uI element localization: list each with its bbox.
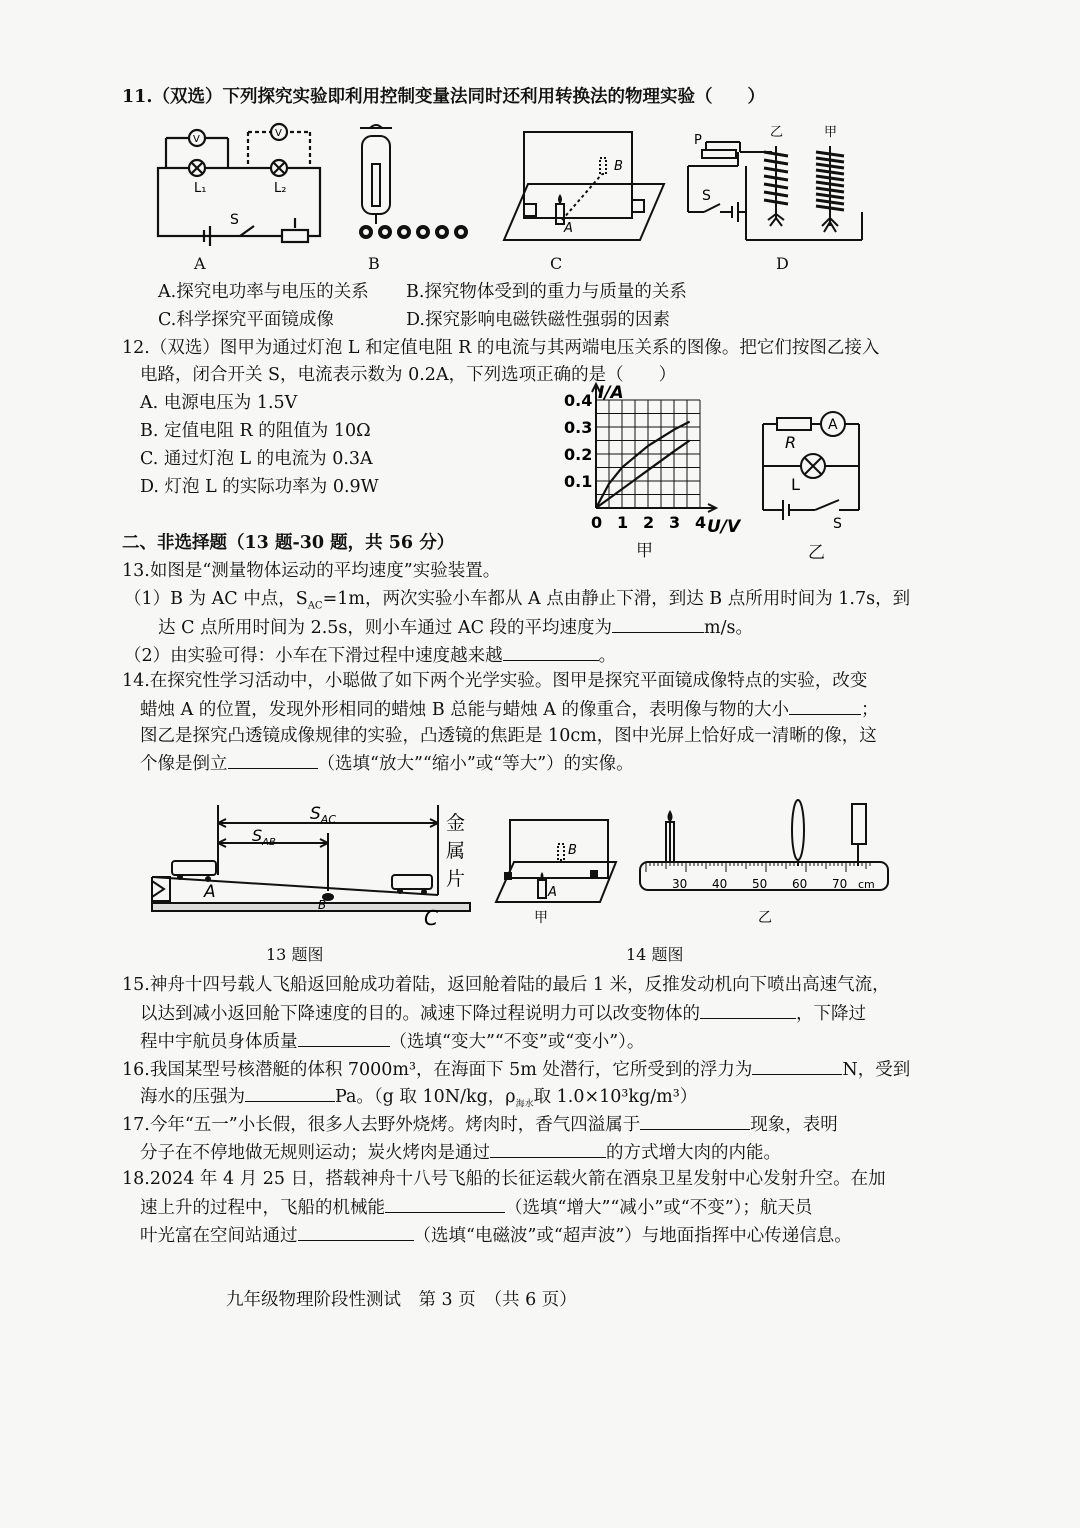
ruler-70: 70 — [832, 877, 848, 891]
fig-14-jia-mirror — [490, 814, 620, 926]
metal-label-1: 金 — [446, 812, 466, 834]
lamp-l-label: L — [791, 475, 800, 494]
q12-option-d: D. 灯泡 L 的实际功率为 0.9W — [140, 477, 379, 497]
fig-label-b: B — [368, 254, 380, 273]
q12-option-a: A. 电源电压为 1.5V — [140, 393, 298, 413]
section-2-title: 二、非选择题（13 题-30 题，共 56 分） — [122, 533, 455, 553]
resistor-r-label: R — [785, 433, 797, 452]
q15-blank-2[interactable] — [298, 1028, 390, 1047]
q13-blank-1[interactable] — [612, 614, 704, 633]
fig-label-a: A — [194, 254, 206, 273]
q14-blank-1[interactable] — [789, 696, 861, 715]
metal-label-2: 属 — [446, 840, 466, 862]
fig-11a-circuit — [150, 120, 330, 245]
switch-s-label-d: S — [702, 188, 711, 204]
candle-b-label-14: B — [568, 843, 577, 858]
q18-line3: 叶光富在空间站通过 （选填“电磁波”或“超声波”）与地面指挥中心传递信息。 — [140, 1222, 852, 1249]
chart-axes — [592, 384, 716, 512]
fig-11d-electromagnets — [682, 122, 872, 247]
ammeter-a-label: A — [828, 417, 838, 433]
q16-line1: 16.我国某型号核潜艇的体积 7000m³，在海面下 5m 处潜行，它所受到的浮力为 N，受到 — [122, 1056, 910, 1083]
fig-label-c: C — [550, 254, 563, 273]
magnet-jia-label: 甲 — [824, 125, 838, 140]
q13-part1-line2: 达 C 点所用时间为 2.5s，则小车通过 AC 段的平均速度为 m/s。 — [158, 614, 753, 641]
fig-14-caption: 14 题图 — [626, 945, 684, 964]
q15-line1: 15.神舟十四号载人飞船返回舱成功着陆，返回舱着陆的最后 1 米，反推发动机向下喷出高速气流， — [122, 975, 890, 995]
fig-14-jia-label: 甲 — [534, 910, 548, 926]
fig-label-d: D — [776, 254, 789, 273]
y-tick-label: 0.1 — [564, 472, 593, 491]
ruler-50: 50 — [752, 877, 768, 891]
q14-blank-2[interactable] — [228, 750, 318, 769]
q12-option-b: B. 定值电阻 R 的阻值为 10Ω — [140, 421, 371, 441]
fig-11c-plane-mirror — [500, 126, 670, 246]
q13-blank-2[interactable] — [503, 642, 599, 661]
q16-blank-1[interactable] — [752, 1056, 842, 1075]
x-tick-label: 0 — [591, 513, 603, 532]
candle-a-label: A — [564, 221, 573, 236]
label-sab: $S_{AB}$ — [252, 826, 276, 848]
voltmeter-label-2: V — [275, 128, 282, 139]
q17-blank-2[interactable] — [490, 1139, 606, 1158]
q15-blank-1[interactable] — [700, 1000, 796, 1019]
q18-blank-1[interactable] — [385, 1194, 505, 1213]
point-a-label: A — [204, 882, 216, 902]
q15-line3: 程中宇航员身体质量 （选填“变大”“不变”或“变小”）。 — [140, 1028, 644, 1055]
x-tick-label: 2 — [643, 513, 655, 532]
series-line-1 — [596, 422, 690, 508]
q18-blank-2[interactable] — [298, 1222, 414, 1241]
fig-13-caption: 13 题图 — [266, 945, 324, 964]
q17-line1: 17.今年“五一”小长假，很多人去野外烧烤。烤肉时，香气四溢属于 现象，表明 — [122, 1111, 838, 1138]
q11-option-b: B.探究物体受到的重力与质量的关系 — [406, 282, 687, 302]
y-tick-label: 0.4 — [564, 391, 593, 410]
q13-part1-line1: （1）B 为 AC 中点，$S_{AC}=1m$，两次实验小车都从 A 点由静止下滑，到达 B 点所用时间为 1.7s，到 — [124, 589, 911, 612]
q13-stem: 13.如图是“测量物体运动的平均速度”实验装置。 — [122, 561, 501, 581]
q17-line2: 分子在不停地做无规则运动；炭火烤肉是通过 的方式增大肉的内能。 — [140, 1139, 781, 1166]
chart-caption: 甲 — [636, 541, 653, 561]
ruler-30: 30 — [672, 877, 688, 891]
q12-stem-1: 12.（双选）图甲为通过灯泡 L 和定值电阻 R 的电流与其两端电压关系的图像。把它们按图乙接入 — [122, 338, 880, 358]
x-tick-label: 3 — [669, 513, 681, 532]
page-footer: 九年级物理阶段性测试 第 3 页 （共 6 页） — [226, 1290, 577, 1310]
q11-option-d: D.探究影响电磁铁磁性强弱的因素 — [406, 310, 670, 330]
label-sac: $S_{AC}$ — [310, 804, 337, 826]
q14-line1: 14.在探究性学习活动中，小聪做了如下两个光学实验。图甲是探究平面镜成像特点的实验，改变 — [122, 671, 868, 691]
fig-14-yi-label: 乙 — [758, 910, 772, 926]
q11-option-c: C.科学探究平面镜成像 — [158, 310, 334, 330]
q11-stem: 11.（双选）下列探究实验即利用控制变量法同时还利用转换法的物理实验（ ） — [122, 87, 765, 107]
slider-p-label: P — [694, 133, 702, 148]
voltmeter-label-1: V — [193, 134, 200, 145]
q18-line2: 速上升的过程中，飞船的机械能 （选填“增大”“减小”或“不变”）；航天员 — [140, 1194, 812, 1221]
q14-line4: 个像是倒立 （选填“放大”“缩小”或“等大”）的实像。 — [140, 750, 634, 777]
fig-14-yi-bench — [636, 790, 896, 930]
q12-stem-2: 电路，闭合开关 S，电流表示数为 0.2A，下列选项正确的是（ ） — [140, 365, 677, 385]
candle-a-label-14: A — [548, 885, 557, 900]
q18-line1: 18.2024 年 4 月 25 日，搭载神舟十八号飞船的长征运载火箭在酒泉卫星发射中心发射升空。在加 — [122, 1169, 886, 1189]
q11-option-a: A.探究电功率与电压的关系 — [158, 282, 369, 302]
fig-12-circuit — [755, 410, 875, 530]
q17-blank-1[interactable] — [640, 1111, 750, 1130]
ruler-60: 60 — [792, 877, 808, 891]
chart-series — [596, 422, 690, 508]
candle-b-label: B — [614, 159, 623, 174]
chart-grid — [596, 400, 700, 508]
lamp-l2-label: L₂ — [274, 181, 287, 196]
chart-y-axis-label: I/A — [598, 383, 624, 403]
point-c-label: C — [424, 906, 438, 930]
bench-ticks — [646, 862, 870, 872]
lamp-l1-label: L₁ — [194, 181, 207, 196]
fig-11b-spring-scale — [352, 124, 472, 249]
y-tick-label: 0.3 — [564, 418, 593, 437]
circuit-caption: 乙 — [808, 543, 825, 563]
x-tick-label: 1 — [617, 513, 629, 532]
x-tick-label: 4 — [695, 513, 707, 532]
magnet-yi-label: 乙 — [770, 125, 784, 140]
switch-s-label-12: S — [833, 516, 842, 532]
q14-line3: 图乙是探究凸透镜成像规律的实验，凸透镜的焦距是 10cm，图中光屏上恰好成一清晰的像，这 — [140, 726, 877, 746]
q16-blank-2[interactable] — [245, 1083, 335, 1102]
iu-chart — [560, 382, 750, 552]
switch-s-label: S — [230, 212, 239, 228]
q16-line2: 海水的压强为 Pa。（g 取 10N/kg，$\rho_{海水}$取 1.0×10³kg/m³） — [140, 1083, 697, 1118]
q12-option-c: C. 通过灯泡 L 的电流为 0.3A — [140, 449, 373, 469]
q14-line2: 蜡烛 A 的位置，发现外形相同的蜡烛 B 总能与蜡烛 A 的像重合，表明像与物的大小 ； — [140, 696, 879, 723]
chart-x-axis-label: U/V — [707, 517, 741, 537]
fig-13-incline — [148, 795, 478, 935]
y-tick-label: 0.2 — [564, 445, 593, 464]
q15-line2: 以达到减小返回舱下降速度的目的。减速下降过程说明力可以改变物体的 ，下降过 — [140, 1000, 866, 1027]
point-b-label: B — [318, 898, 327, 912]
q13-part2: （2）由实验可得：小车在下滑过程中速度越来越 。 — [124, 642, 616, 669]
ruler-40: 40 — [712, 877, 728, 891]
ruler-unit: cm — [858, 878, 875, 891]
metal-label-3: 片 — [446, 868, 466, 890]
